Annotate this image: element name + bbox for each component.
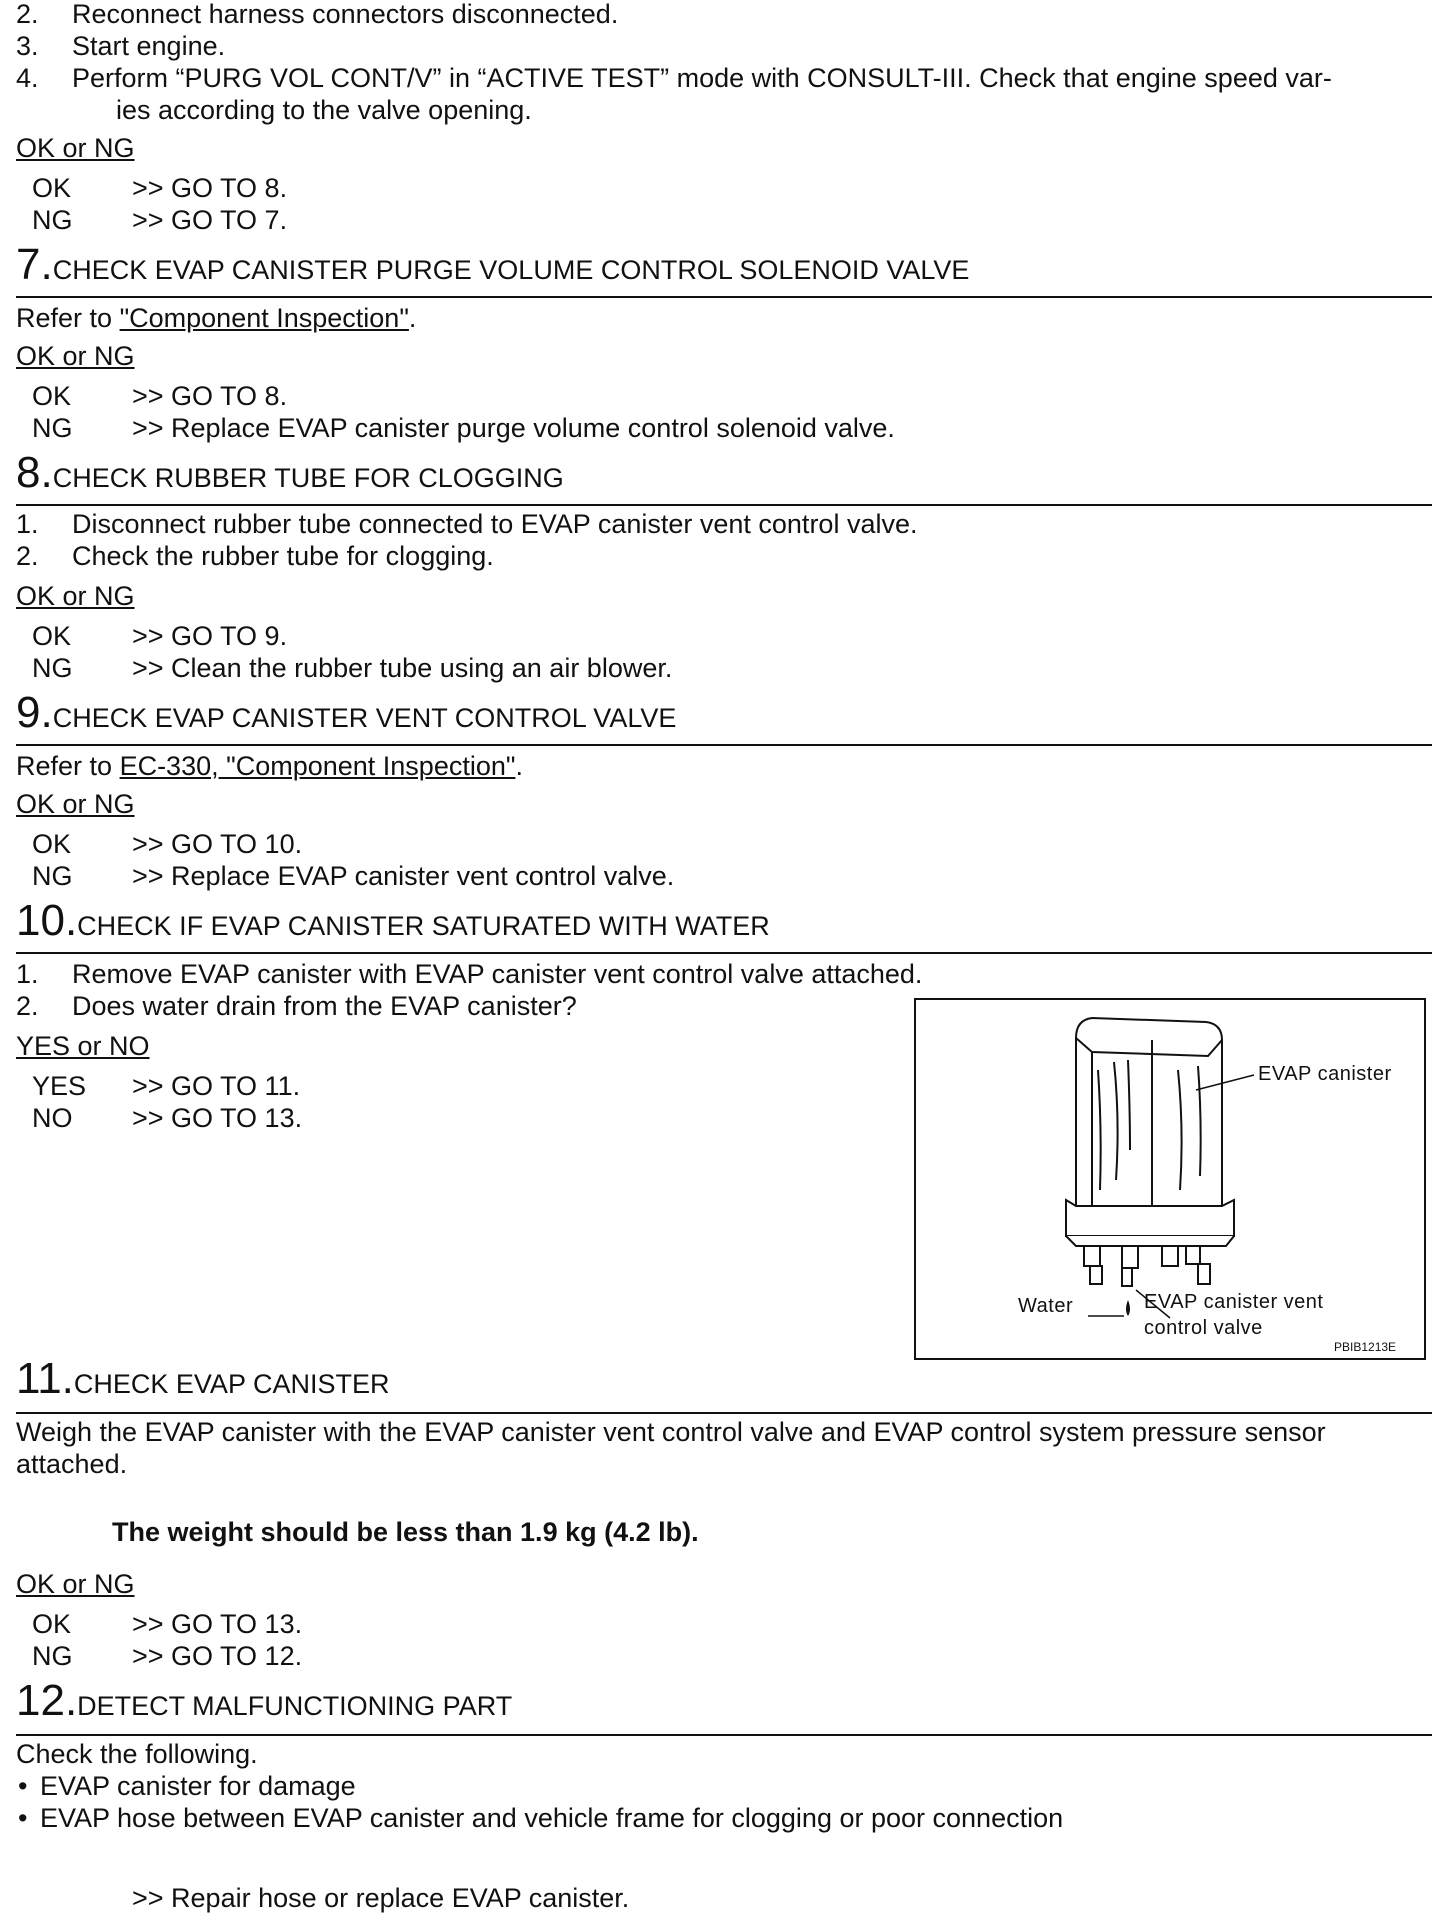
ok-or-ng-label: OK or NG [16, 133, 135, 163]
ok-result: >> GO TO 8. [132, 381, 288, 411]
refer-text: Refer to "Component Inspection". [16, 303, 417, 333]
step-text: Reconnect harness connectors disconnected. [72, 0, 619, 29]
figure-code: PBIB1213E [1334, 1340, 1397, 1354]
step-number: 4. [16, 63, 39, 93]
ec-330-component-inspection-link[interactable]: EC-330, "Component Inspection" [119, 751, 516, 781]
ng-label: NG [32, 413, 73, 443]
bullet-marker: • [18, 1803, 28, 1833]
refer-text: Refer to EC-330, "Component Inspection". [16, 751, 523, 781]
ng-label: NG [32, 861, 73, 891]
divider [16, 1734, 1432, 1736]
yes-or-no-label: YES or NO [16, 1031, 150, 1061]
step-text: ies according to the valve opening. [116, 95, 532, 125]
bullet-item: EVAP canister for damage [40, 1771, 356, 1801]
step-text: Disconnect rubber tube connected to EVAP canister vent control valve. [72, 509, 918, 539]
vent-valve-callout-line1: EVAP canister vent [1144, 1291, 1324, 1313]
ng-label: NG [32, 653, 73, 683]
ok-or-ng-label: OK or NG [16, 789, 135, 819]
ok-result: >> GO TO 10. [132, 829, 303, 859]
divider [16, 504, 1432, 506]
section-heading-8: 8.CHECK RUBBER TUBE FOR CLOGGING [16, 448, 564, 497]
step-number: 2. [16, 991, 39, 1021]
step-number: 1. [16, 959, 39, 989]
ok-label: OK [32, 829, 72, 859]
step-text: Check the rubber tube for clogging. [72, 541, 494, 571]
yes-result: >> GO TO 11. [132, 1071, 301, 1101]
evap-canister-callout: EVAP canister [1258, 1063, 1392, 1085]
ok-or-ng-label: OK or NG [16, 341, 135, 371]
water-callout: Water [1018, 1295, 1074, 1317]
ng-result: >> Replace EVAP canister purge volume control solenoid valve. [132, 413, 895, 443]
step-number: 2. [16, 0, 39, 29]
section-heading-9: 9.CHECK EVAP CANISTER VENT CONTROL VALVE [16, 688, 677, 737]
ng-label: NG [32, 1641, 73, 1671]
bullet-marker: • [18, 1771, 28, 1801]
step-text: Remove EVAP canister with EVAP canister vent control valve attached. [72, 959, 923, 989]
step-number: 3. [16, 31, 39, 61]
step-text: Perform “PURG VOL CONT/V” in “ACTIVE TEST” mode with CONSULT-III. Check that engine speed var- [72, 63, 1332, 93]
step-text: Does water drain from the EVAP canister? [72, 991, 577, 1021]
section-heading-7: 7.CHECK EVAP CANISTER PURGE VOLUME CONTROL SOLENOID VALVE [16, 240, 970, 289]
ng-result: >> GO TO 12. [132, 1641, 303, 1671]
ng-result: >> Clean the rubber tube using an air blower. [132, 653, 673, 683]
component-inspection-link[interactable]: "Component Inspection" [119, 303, 409, 333]
divider [16, 952, 1432, 954]
step-number: 2. [16, 541, 39, 571]
evap-canister-figure [914, 998, 1426, 1360]
ng-result: >> Replace EVAP canister vent control valve. [132, 861, 675, 891]
yes-label: YES [32, 1071, 87, 1101]
bullet-item: EVAP hose between EVAP canister and vehicle frame for clogging or poor connection [40, 1803, 1064, 1833]
divider [16, 296, 1432, 298]
weight-spec: The weight should be less than 1.9 kg (4.2 lb). [112, 1517, 699, 1547]
ok-result: >> GO TO 13. [132, 1609, 303, 1639]
section-heading-12: 12.DETECT MALFUNCTIONING PART [16, 1676, 513, 1725]
repair-action: >> Repair hose or replace EVAP canister. [132, 1883, 630, 1913]
ok-result: >> GO TO 8. [132, 173, 288, 203]
section-heading-10: 10.CHECK IF EVAP CANISTER SATURATED WITH WATER [16, 896, 770, 945]
step-text: Start engine. [72, 31, 226, 61]
vent-valve-callout-line2: control valve [1144, 1317, 1263, 1339]
ok-label: OK [32, 1609, 72, 1639]
ng-result: >> GO TO 7. [132, 205, 288, 235]
divider [16, 744, 1432, 746]
no-label: NO [32, 1103, 73, 1133]
ok-result: >> GO TO 9. [132, 621, 288, 651]
ok-or-ng-label: OK or NG [16, 581, 135, 611]
ok-label: OK [32, 621, 72, 651]
ok-label: OK [32, 381, 72, 411]
ok-label: OK [32, 173, 72, 203]
instruction-text: Weigh the EVAP canister with the EVAP canister vent control valve and EVAP control system pressure sensor [16, 1417, 1326, 1447]
ng-label: NG [32, 205, 73, 235]
check-intro: Check the following. [16, 1739, 258, 1769]
instruction-text: attached. [16, 1449, 128, 1479]
no-result: >> GO TO 13. [132, 1103, 303, 1133]
section-heading-11: 11.CHECK EVAP CANISTER [16, 1354, 390, 1403]
step-number: 1. [16, 509, 39, 539]
ok-or-ng-label: OK or NG [16, 1569, 135, 1599]
divider [16, 1412, 1432, 1414]
